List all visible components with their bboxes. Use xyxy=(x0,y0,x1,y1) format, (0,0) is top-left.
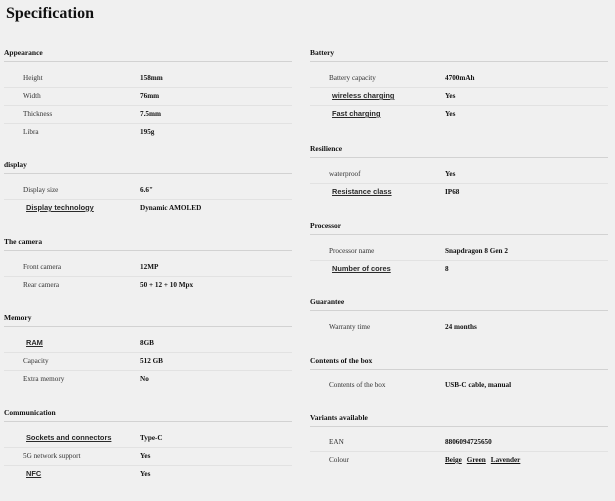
section-title-contents-of-the-box: Contents of the box xyxy=(310,356,373,365)
spec-value: IP68 xyxy=(445,188,460,196)
colour-option-beige[interactable]: Beige xyxy=(445,456,462,464)
section-divider xyxy=(310,369,608,370)
spec-row xyxy=(310,87,608,105)
spec-label-ean: EAN xyxy=(329,438,344,446)
spec-value xyxy=(445,451,525,469)
section-divider xyxy=(4,61,292,62)
spec-row xyxy=(310,433,608,451)
spec-label-battery-capacity: Battery capacity xyxy=(329,74,376,82)
spec-row xyxy=(310,105,608,123)
spec-value: No xyxy=(140,375,149,383)
spec-label-front-camera: Front camera xyxy=(23,263,62,271)
section-title-display: display xyxy=(4,160,27,169)
spec-row xyxy=(310,165,608,183)
spec-label-rear-camera: Rear camera xyxy=(23,281,60,289)
section-divider xyxy=(310,61,608,62)
spec-row xyxy=(310,318,608,336)
spec-row xyxy=(4,105,292,123)
spec-value: Yes xyxy=(445,92,456,100)
spec-value: Snapdragon 8 Gen 2 xyxy=(445,247,508,255)
section-title-battery: Battery xyxy=(310,48,335,57)
spec-value: Yes xyxy=(140,470,151,478)
spec-row xyxy=(310,242,608,260)
section-divider xyxy=(4,173,292,174)
spec-label-libra: Libra xyxy=(23,128,39,136)
spec-label-ram[interactable]: RAM xyxy=(26,338,43,347)
spec-row xyxy=(4,447,292,465)
spec-label-resistance-class[interactable]: Resistance class xyxy=(332,187,392,196)
spec-label-waterproof: waterproof xyxy=(329,170,361,178)
spec-row xyxy=(4,334,292,352)
section-divider xyxy=(310,310,608,311)
spec-value: 76mm xyxy=(140,92,160,100)
section-divider xyxy=(4,250,292,251)
section-title-memory: Memory xyxy=(4,313,32,322)
spec-row xyxy=(310,376,608,394)
spec-label-wireless-charging[interactable]: wireless charging xyxy=(332,91,395,100)
spec-label-number-of-cores[interactable]: Number of cores xyxy=(332,264,391,273)
spec-row xyxy=(4,258,292,276)
section-divider xyxy=(310,426,608,427)
spec-value: Dynamic AMOLED xyxy=(140,204,202,212)
spec-label-processor-name: Processor name xyxy=(329,247,375,255)
spec-value: Yes xyxy=(445,170,456,178)
spec-value: 7.5mm xyxy=(140,110,161,118)
spec-label-colour: Colour xyxy=(329,456,349,464)
spec-label-nfc[interactable]: NFC xyxy=(26,469,42,478)
spec-value: Yes xyxy=(445,110,456,118)
spec-label-sockets-and-connectors[interactable]: Sockets and connectors xyxy=(26,433,112,442)
spec-label-contents-of-the-box: Contents of the box xyxy=(329,381,386,389)
section-title-variants-available: Variants available xyxy=(310,413,368,422)
section-divider xyxy=(310,234,608,235)
section-divider xyxy=(310,157,608,158)
section-title-processor: Processor xyxy=(310,221,342,230)
spec-row xyxy=(4,181,292,199)
spec-label-thickness: Thickness xyxy=(23,110,53,118)
section-title-guarantee: Guarantee xyxy=(310,297,345,306)
colour-option-lavender[interactable]: Lavender xyxy=(490,456,521,464)
spec-row xyxy=(4,276,292,294)
spec-row xyxy=(4,87,292,105)
spec-value: 158mm xyxy=(140,74,163,82)
spec-value: Yes xyxy=(140,452,151,460)
section-title-resilience: Resilience xyxy=(310,144,343,153)
spec-row xyxy=(310,260,608,278)
spec-label-5g-network-support: 5G network support xyxy=(23,452,81,460)
section-divider xyxy=(4,421,292,422)
spec-row xyxy=(310,183,608,201)
spec-value: 4700mAh xyxy=(445,74,475,82)
section-divider xyxy=(4,326,292,327)
spec-label-width: Width xyxy=(23,92,41,100)
spec-row xyxy=(4,429,292,447)
spec-label-warranty-time: Warranty time xyxy=(329,323,371,331)
spec-row xyxy=(310,451,608,469)
spec-value: 512 GB xyxy=(140,357,163,365)
spec-value: 8GB xyxy=(140,339,154,347)
spec-row xyxy=(4,123,292,141)
spec-row xyxy=(4,352,292,370)
colour-option-green[interactable]: Green xyxy=(466,456,486,464)
spec-value: 6.6" xyxy=(140,186,153,194)
spec-value: 24 months xyxy=(445,323,477,331)
spec-value: 50 + 12 + 10 Mpx xyxy=(140,281,194,289)
spec-value: 8 xyxy=(445,265,449,273)
spec-label-capacity: Capacity xyxy=(23,357,49,365)
spec-label-display-technology[interactable]: Display technology xyxy=(26,203,94,212)
spec-value: USB-C cable, manual xyxy=(445,381,512,389)
spec-label-display-size: Display size xyxy=(23,186,59,194)
spec-value: 195g xyxy=(140,128,155,136)
spec-row xyxy=(4,199,292,217)
spec-value: Type-C xyxy=(140,434,163,442)
page-title: Specification xyxy=(6,5,94,22)
spec-label-extra-memory: Extra memory xyxy=(23,375,65,383)
spec-label-fast-charging[interactable]: Fast charging xyxy=(332,109,381,118)
spec-value: 12MP xyxy=(140,263,159,271)
section-title-the-camera: The camera xyxy=(4,237,43,246)
spec-label-height: Height xyxy=(23,74,43,82)
spec-row xyxy=(310,69,608,87)
spec-row xyxy=(4,465,292,483)
section-title-communication: Communication xyxy=(4,408,56,417)
spec-row xyxy=(4,69,292,87)
spec-value: 8806094725650 xyxy=(445,438,492,446)
spec-row xyxy=(4,370,292,388)
section-title-appearance: Appearance xyxy=(4,48,43,57)
